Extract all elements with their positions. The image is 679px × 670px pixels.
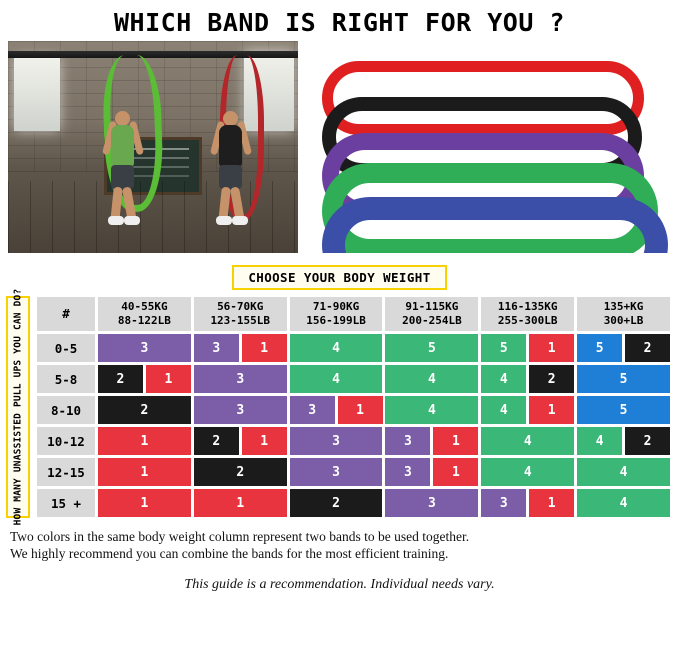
cell-chips <box>481 334 574 362</box>
table-cell <box>385 365 478 393</box>
header-col-0-kg: 40-55KG <box>121 300 168 313</box>
chart-area <box>0 288 679 526</box>
cell-chips <box>98 489 191 517</box>
cell-chips <box>194 334 287 362</box>
cell-chips <box>98 458 191 486</box>
header-col-2-kg: 71-90KG <box>312 300 360 313</box>
band-chip-purple: 3 <box>385 489 478 517</box>
table-row <box>37 458 670 486</box>
table-cell <box>290 396 383 424</box>
header-corner: # <box>37 297 95 331</box>
table-cell <box>194 334 287 362</box>
header-col-5 <box>577 297 670 331</box>
table-cell <box>194 489 287 517</box>
table-cell <box>385 489 478 517</box>
table-cell <box>290 458 383 486</box>
cell-chips <box>290 365 383 393</box>
table-cell <box>385 334 478 362</box>
cell-chips <box>577 396 670 424</box>
table-cell <box>194 458 287 486</box>
table-row <box>37 365 670 393</box>
table-cell <box>577 396 670 424</box>
cell-chips <box>481 396 574 424</box>
pullups-axis-label <box>6 288 30 526</box>
band-chip-purple: 3 <box>290 427 383 455</box>
cell-chips <box>290 489 383 517</box>
band-chip-blue: 5 <box>577 365 670 393</box>
table-cell <box>577 489 670 517</box>
cell-chips <box>290 396 383 424</box>
cell-chips <box>194 458 287 486</box>
cell-chips <box>385 334 478 362</box>
cell-chips <box>98 334 191 362</box>
band-chip-green: 4 <box>290 334 383 362</box>
band-chip-red: 1 <box>98 489 191 517</box>
band-selection-table <box>34 294 673 520</box>
header-col-4-lb: 255-300LB <box>497 314 558 327</box>
cell-chips <box>577 334 670 362</box>
cell-chips <box>385 489 478 517</box>
table-cell <box>194 427 287 455</box>
header-col-4 <box>481 297 574 331</box>
band-chip-purple: 3 <box>290 396 335 424</box>
band-chip-green: 4 <box>577 489 670 517</box>
row-label: 0-5 <box>37 334 95 362</box>
band-chip-green: 4 <box>577 458 670 486</box>
table-cell <box>577 365 670 393</box>
cell-chips <box>385 427 478 455</box>
athlete-right <box>214 111 248 231</box>
cell-chips <box>194 396 287 424</box>
athlete-shoe-left <box>108 216 124 225</box>
table-cell <box>481 489 574 517</box>
band-chip-black: 2 <box>194 427 239 455</box>
footnote-line-2: We highly recommend you can combine the bands for the most efficient training. <box>10 546 449 561</box>
cell-chips <box>194 427 287 455</box>
table-cell <box>481 365 574 393</box>
header-col-1-kg: 56-70KG <box>217 300 264 313</box>
band-chip-green: 4 <box>577 427 622 455</box>
band-chip-black: 2 <box>194 458 287 486</box>
table-row <box>37 489 670 517</box>
table-cell <box>577 427 670 455</box>
row-label: 15 + <box>37 489 95 517</box>
band-chip-purple: 3 <box>194 334 239 362</box>
hero-images <box>0 41 679 259</box>
cell-chips <box>577 489 670 517</box>
band-chip-red: 1 <box>433 427 478 455</box>
band-chip-black: 2 <box>529 365 574 393</box>
table-row <box>37 334 670 362</box>
table-cell <box>481 334 574 362</box>
cell-chips <box>290 334 383 362</box>
footnote-line-1: Two colors in the same body weight column represent two bands to be used together. <box>10 529 470 544</box>
table-cell <box>98 334 191 362</box>
band-chip-black: 2 <box>290 489 383 517</box>
table-cell <box>290 365 383 393</box>
table-cell <box>98 427 191 455</box>
gym-photo <box>8 41 298 253</box>
table-cell <box>290 489 383 517</box>
table-cell <box>290 427 383 455</box>
footnotes <box>0 520 679 593</box>
athlete-head <box>115 111 130 126</box>
athlete-shorts <box>111 165 134 189</box>
table-cell <box>194 396 287 424</box>
athlete-shoe-right <box>124 216 140 225</box>
table-cell <box>385 458 478 486</box>
table-cell <box>481 427 574 455</box>
table-cell <box>577 458 670 486</box>
cell-chips <box>385 365 478 393</box>
band-chip-green: 4 <box>385 396 478 424</box>
table-cell <box>194 365 287 393</box>
table-row <box>37 427 670 455</box>
band-chip-red: 1 <box>242 334 287 362</box>
body-weight-banner: CHOOSE YOUR BODY WEIGHT <box>232 265 446 290</box>
band-chip-purple: 3 <box>98 334 191 362</box>
table-cell <box>290 334 383 362</box>
table-body <box>37 334 670 517</box>
resistance-bands-photo <box>304 41 671 253</box>
header-col-3-lb: 200-254LB <box>402 314 462 327</box>
band-chip-red: 1 <box>338 396 383 424</box>
band-chip-green: 4 <box>481 365 526 393</box>
band-chip-blue: 5 <box>577 396 670 424</box>
cell-chips <box>577 427 670 455</box>
cell-chips <box>98 396 191 424</box>
band-chip-green: 5 <box>385 334 478 362</box>
table-cell <box>98 396 191 424</box>
athlete-shoe-left <box>216 216 232 225</box>
band-chip-green: 4 <box>481 396 526 424</box>
cell-chips <box>194 365 287 393</box>
athlete-shorts <box>219 165 242 189</box>
band-chip-red: 1 <box>242 427 287 455</box>
band-chip-green: 4 <box>290 365 383 393</box>
row-label: 5-8 <box>37 365 95 393</box>
cell-chips <box>577 365 670 393</box>
band-chip-red: 1 <box>529 396 574 424</box>
table-cell <box>577 334 670 362</box>
header-col-5-kg: 135+KG <box>603 300 644 313</box>
header-col-3 <box>385 297 478 331</box>
band-chip-purple: 3 <box>385 427 430 455</box>
cell-chips <box>481 365 574 393</box>
page-title: WHICH BAND IS RIGHT FOR YOU ? <box>114 8 565 37</box>
band-chip-purple: 3 <box>481 489 526 517</box>
table-cell <box>481 458 574 486</box>
band-chip-black: 2 <box>625 427 670 455</box>
cell-chips <box>98 365 191 393</box>
band-chip-red: 1 <box>98 458 191 486</box>
band-chip-green: 4 <box>385 365 478 393</box>
cell-chips <box>290 427 383 455</box>
header-col-4-kg: 116-135KG <box>497 300 558 313</box>
band-chip-red: 1 <box>529 489 574 517</box>
banner-row <box>0 265 679 290</box>
pullup-bar <box>8 51 298 58</box>
cell-chips <box>385 458 478 486</box>
cell-chips <box>481 489 574 517</box>
header-col-2 <box>290 297 383 331</box>
row-label: 12-15 <box>37 458 95 486</box>
header-col-0 <box>98 297 191 331</box>
band-chip-purple: 3 <box>194 365 287 393</box>
band-chip-blue: 5 <box>577 334 622 362</box>
header-col-1-lb: 123-155LB <box>210 314 271 327</box>
athlete-head <box>223 111 238 126</box>
pullups-axis-label-text: HOW MANY UNASSISTED PULL UPS YOU CAN DO? <box>12 288 24 526</box>
band-chip-green: 4 <box>481 427 574 455</box>
table-row <box>37 396 670 424</box>
header-col-3-kg: 91-115KG <box>405 300 459 313</box>
athlete-left <box>106 111 140 231</box>
band-chip-black: 2 <box>625 334 670 362</box>
athlete-torso <box>219 125 242 167</box>
band-chip-purple: 3 <box>290 458 383 486</box>
band-blue <box>322 197 668 253</box>
band-chip-green: 5 <box>481 334 526 362</box>
cell-chips <box>290 458 383 486</box>
band-chip-green: 4 <box>481 458 574 486</box>
athlete-shoe-right <box>232 216 248 225</box>
cell-chips <box>98 427 191 455</box>
table-cell <box>98 489 191 517</box>
row-label: 8-10 <box>37 396 95 424</box>
band-chip-black: 2 <box>98 365 143 393</box>
athlete-torso <box>111 125 134 167</box>
band-chip-black: 2 <box>98 396 191 424</box>
band-chip-red: 1 <box>194 489 287 517</box>
cell-chips <box>194 489 287 517</box>
band-chip-purple: 3 <box>194 396 287 424</box>
band-chip-red: 1 <box>529 334 574 362</box>
header-col-2-lb: 156-199LB <box>306 314 366 327</box>
table-header-row <box>37 297 670 331</box>
cell-chips <box>481 458 574 486</box>
row-label: 10-12 <box>37 427 95 455</box>
table-cell <box>98 365 191 393</box>
footnote-line-3: This guide is a recommendation. Individual needs vary. <box>184 577 495 592</box>
table-cell <box>385 396 478 424</box>
cell-chips <box>385 396 478 424</box>
table-cell <box>98 458 191 486</box>
band-chip-red: 1 <box>146 365 191 393</box>
band-chip-purple: 3 <box>385 458 430 486</box>
header-col-1 <box>194 297 287 331</box>
header-col-0-lb: 88-122LB <box>117 314 171 327</box>
photo-window-left <box>14 57 60 131</box>
header-col-5-lb: 300+LB <box>603 314 644 327</box>
band-chip-red: 1 <box>433 458 478 486</box>
band-chip-red: 1 <box>98 427 191 455</box>
table-cell <box>481 396 574 424</box>
cell-chips <box>577 458 670 486</box>
table-cell <box>385 427 478 455</box>
cell-chips <box>481 427 574 455</box>
